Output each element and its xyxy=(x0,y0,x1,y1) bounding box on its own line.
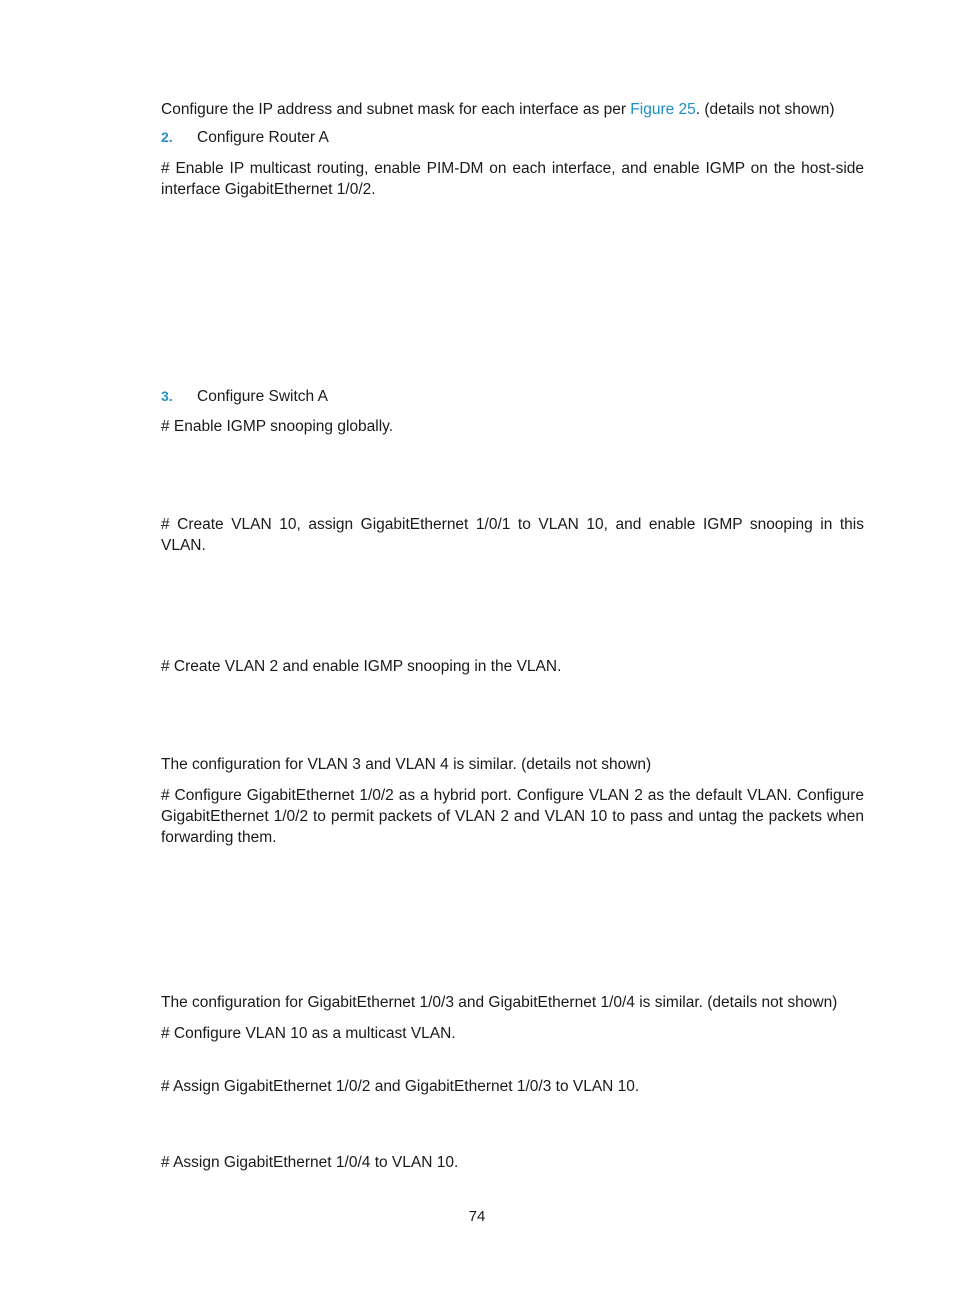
create-vlan-2-instruction: # Create VLAN 2 and enable IGMP snooping in the VLAN. xyxy=(161,658,562,675)
step-number: 2. xyxy=(161,129,173,145)
intro-text-before: Configure the IP address and subnet mask for each interface as per xyxy=(161,101,631,118)
vlan-3-4-note: The configuration for VLAN 3 and VLAN 4 is similar. (details not shown) xyxy=(161,756,652,773)
igmp-snooping-global-instruction: # Enable IGMP snooping globally. xyxy=(161,418,394,435)
step-configure-switch-a xyxy=(161,386,328,407)
step-label: Configure Switch A xyxy=(197,388,328,405)
figure-25-link[interactable]: Figure 25 xyxy=(630,101,696,118)
step-configure-router-a xyxy=(161,127,329,148)
assign-port-4-instruction: # Assign GigabitEthernet 1/0/4 to VLAN 10. xyxy=(161,1154,459,1171)
multicast-vlan-instruction: # Configure VLAN 10 as a multicast VLAN. xyxy=(161,1025,456,1042)
router-a-instruction: # Enable IP multicast routing, enable PIM-DM on each interface, and enable IGMP on the host-side interface GigabitEthernet 1/0/2. xyxy=(161,160,864,198)
intro-text-after: . (details not shown) xyxy=(695,101,835,118)
assign-ports-2-3-instruction: # Assign GigabitEthernet 1/0/2 and GigabitEthernet 1/0/3 to VLAN 10. xyxy=(161,1078,640,1095)
port-3-4-note: The configuration for GigabitEthernet 1/0/3 and GigabitEthernet 1/0/4 is similar. (details not shown) xyxy=(161,994,838,1011)
page-number: 74 xyxy=(468,1208,486,1225)
step-label: Configure Router A xyxy=(197,129,329,146)
intro-paragraph xyxy=(161,99,864,120)
hybrid-port-instruction: # Configure GigabitEthernet 1/0/2 as a hybrid port. Configure VLAN 2 as the default VLAN. Configure GigabitEthernet 1/0/2 to permit packets of VLAN 2 and VLAN 10 to pass and untag the packets when forwarding them. xyxy=(161,787,864,846)
create-vlan-10-instruction: # Create VLAN 10, assign GigabitEthernet 1/0/1 to VLAN 10, and enable IGMP snooping in this VLAN. xyxy=(161,516,864,554)
step-number: 3. xyxy=(161,388,173,404)
